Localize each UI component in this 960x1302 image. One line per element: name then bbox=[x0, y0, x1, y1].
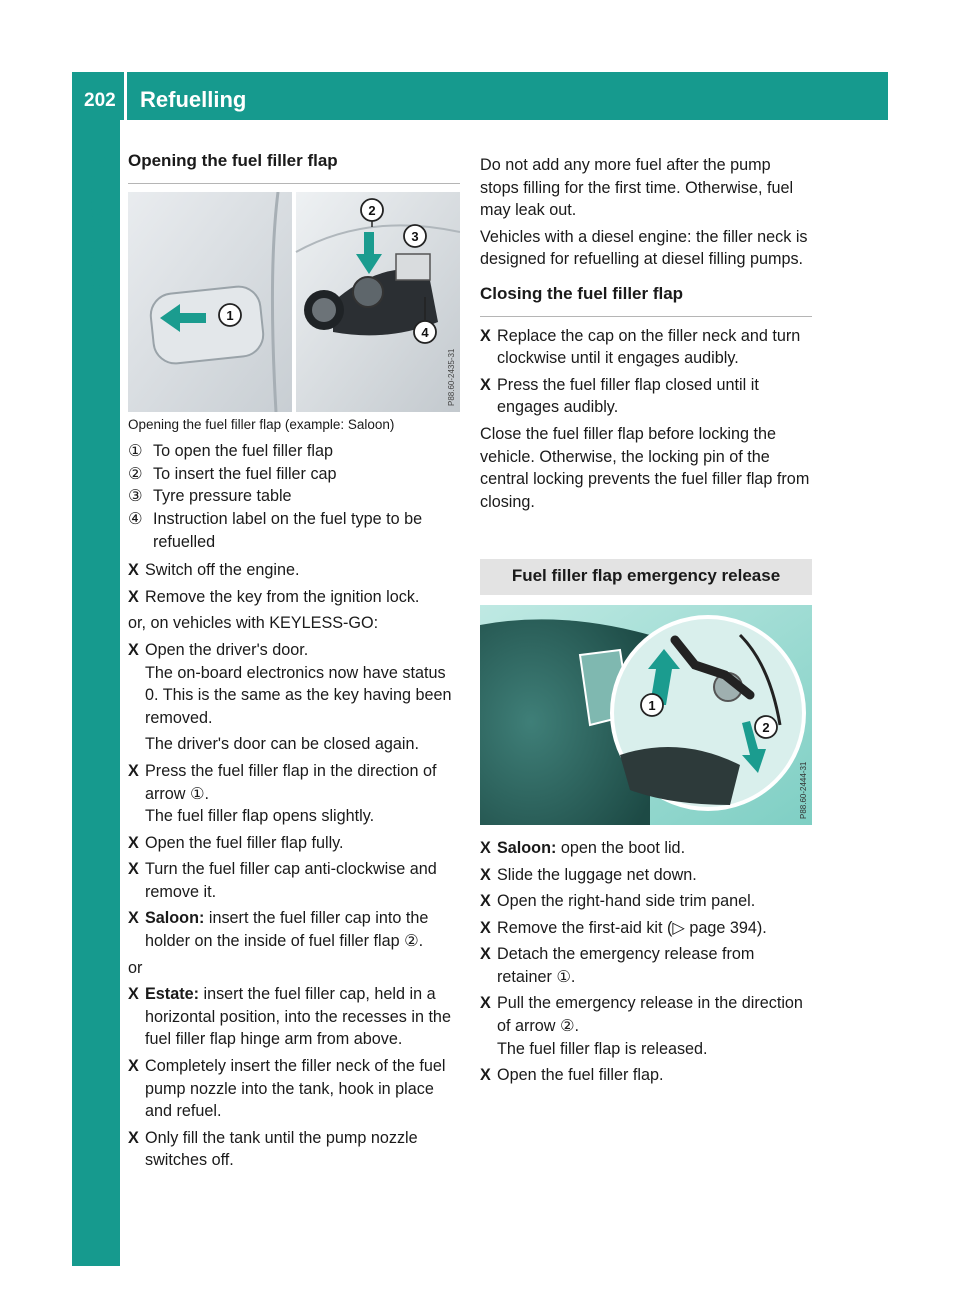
svg-text:2: 2 bbox=[762, 719, 770, 735]
step-label: Saloon: bbox=[497, 838, 557, 857]
instruction-step bbox=[480, 917, 812, 940]
legend-item bbox=[128, 485, 460, 508]
legend-item bbox=[128, 440, 460, 463]
header-divider bbox=[124, 72, 127, 120]
figure-code: P88.60-2435-31 bbox=[447, 348, 456, 406]
step-text: Pull the emergency release in the direction of arrow ②. bbox=[497, 994, 803, 1036]
bullet-marker: X bbox=[480, 326, 491, 345]
bullet-marker: X bbox=[128, 640, 139, 659]
figure-caption: Opening the fuel filler flap (example: Saloon) bbox=[128, 416, 395, 432]
instruction-step bbox=[128, 639, 460, 756]
legend-text: Instruction label on the fuel type to be refuelled bbox=[153, 509, 423, 551]
instruction-step bbox=[480, 943, 812, 988]
step-text: open the boot lid. bbox=[556, 838, 686, 857]
instruction-step bbox=[480, 1064, 812, 1087]
instruction-step bbox=[128, 760, 460, 828]
legend-item bbox=[128, 508, 460, 553]
instruction-step bbox=[128, 1055, 460, 1123]
left-column bbox=[128, 150, 460, 1176]
instruction-step bbox=[480, 837, 812, 860]
page-title: Refuelling bbox=[140, 87, 247, 112]
step-result: The fuel filler flap is released. bbox=[497, 1039, 708, 1058]
bullet-marker: X bbox=[480, 994, 491, 1013]
instruction-step bbox=[128, 1127, 460, 1172]
instruction-step bbox=[128, 983, 460, 1051]
bullet-marker: X bbox=[480, 375, 491, 394]
page-number: 202 bbox=[84, 90, 116, 111]
instruction-step bbox=[128, 586, 460, 609]
instruction-step bbox=[128, 832, 460, 855]
step-text: Completely insert the filler neck of the fuel pump nozzle into the tank, hook in place and refuel. bbox=[145, 1057, 446, 1121]
bullet-marker: X bbox=[128, 985, 139, 1004]
instruction-step bbox=[128, 858, 460, 903]
bullet-marker: X bbox=[128, 1128, 139, 1147]
step-text: Switch off the engine. bbox=[145, 561, 300, 580]
step-text: Detach the emergency release from retainer ①. bbox=[497, 945, 755, 986]
paragraph: or, on vehicles with KEYLESS-GO: bbox=[128, 614, 379, 633]
instruction-step bbox=[480, 864, 812, 887]
instruction-step bbox=[480, 890, 812, 913]
step-text: Open the driver's door. bbox=[145, 640, 309, 659]
paragraph: Do not add any more fuel after the pump stops filling for the first time. Otherwise, fuel may leak out. bbox=[480, 156, 794, 220]
section-heading-emergency: Fuel filler flap emergency release bbox=[480, 559, 812, 595]
bullet-marker: X bbox=[128, 587, 139, 606]
paragraph: Close the fuel filler flap before locking the vehicle. Otherwise, the locking pin of the central locking prevents the fuel filler flap from closing. bbox=[480, 424, 810, 511]
step-label: Estate: bbox=[145, 985, 199, 1004]
bullet-marker: X bbox=[480, 918, 491, 937]
bullet-marker: X bbox=[128, 561, 139, 580]
section-side-label: Driving and parking bbox=[84, 155, 107, 353]
instruction-step bbox=[480, 374, 812, 419]
instruction-step bbox=[128, 907, 460, 952]
step-text: Replace the cap on the filler neck and turn clockwise until it engages audibly. bbox=[497, 326, 801, 368]
instruction-step bbox=[128, 559, 460, 582]
fuel-filler-flap-figure bbox=[128, 192, 460, 412]
bullet-marker: X bbox=[480, 945, 491, 964]
svg-text:4: 4 bbox=[421, 324, 429, 340]
legend-number: ③ bbox=[128, 487, 143, 506]
step-text: Press the fuel filler flap in the direction of arrow ①. bbox=[145, 761, 437, 803]
step-result: The on-board electronics now have status 0. This is the same as the key having been removed. bbox=[145, 663, 452, 727]
bullet-marker: X bbox=[128, 909, 139, 928]
bullet-marker: X bbox=[128, 1057, 139, 1076]
step-text: Press the fuel filler flap closed until it engages audibly. bbox=[497, 375, 759, 417]
step-result: The driver's door can be closed again. bbox=[145, 735, 419, 754]
instruction-step bbox=[480, 325, 812, 370]
instruction-step bbox=[480, 992, 812, 1060]
bullet-marker: X bbox=[480, 892, 491, 911]
figure-code: P88.60-2444-31 bbox=[799, 761, 808, 819]
legend-text: Tyre pressure table bbox=[153, 487, 292, 506]
step-text: insert the fuel filler cap into the holder on the inside of fuel filler flap ②. bbox=[145, 909, 429, 951]
step-text: Remove the key from the ignition lock. bbox=[145, 587, 420, 606]
legend-item bbox=[128, 463, 460, 486]
step-label: Saloon: bbox=[145, 909, 205, 928]
bullet-marker: X bbox=[128, 833, 139, 852]
heading-opening: Opening the fuel filler flap bbox=[128, 150, 460, 184]
legend-number: ④ bbox=[128, 509, 143, 528]
legend-number: ① bbox=[128, 442, 143, 461]
svg-text:3: 3 bbox=[411, 228, 419, 244]
step-text: Open the fuel filler flap fully. bbox=[145, 833, 344, 852]
svg-text:2: 2 bbox=[368, 202, 376, 218]
bullet-marker: X bbox=[480, 865, 491, 884]
legend-text: To open the fuel filler flap bbox=[153, 442, 333, 461]
legend-number: ② bbox=[128, 464, 143, 483]
step-text: insert the fuel filler cap, held in a horizontal position, into the recesses in the fuel filler flap hinge arm from above. bbox=[145, 985, 451, 1049]
step-result: The fuel filler flap opens slightly. bbox=[145, 807, 375, 826]
svg-text:1: 1 bbox=[226, 307, 234, 323]
step-text: Only fill the tank until the pump nozzle switches off. bbox=[145, 1128, 418, 1170]
step-text: Slide the luggage net down. bbox=[497, 865, 697, 884]
svg-text:1: 1 bbox=[648, 697, 656, 713]
step-text: Open the right-hand side trim panel. bbox=[497, 892, 756, 911]
paragraph: Vehicles with a diesel engine: the filler neck is designed for refuelling at diesel filling pumps. bbox=[480, 227, 808, 269]
bullet-marker: X bbox=[480, 838, 491, 857]
bullet-marker: X bbox=[128, 860, 139, 879]
step-text: Turn the fuel filler cap anti-clockwise and remove it. bbox=[145, 860, 437, 901]
step-text: Remove the first-aid kit (▷ page 394). bbox=[497, 918, 767, 937]
paragraph: or bbox=[128, 958, 143, 977]
bullet-marker: X bbox=[128, 761, 139, 780]
bullet-marker: X bbox=[480, 1066, 491, 1085]
step-text: Open the fuel filler flap. bbox=[497, 1066, 664, 1085]
legend-text: To insert the fuel filler cap bbox=[153, 464, 337, 483]
heading-closing: Closing the fuel filler flap bbox=[480, 283, 812, 317]
emergency-release-figure bbox=[480, 605, 812, 825]
right-column bbox=[480, 154, 812, 1091]
